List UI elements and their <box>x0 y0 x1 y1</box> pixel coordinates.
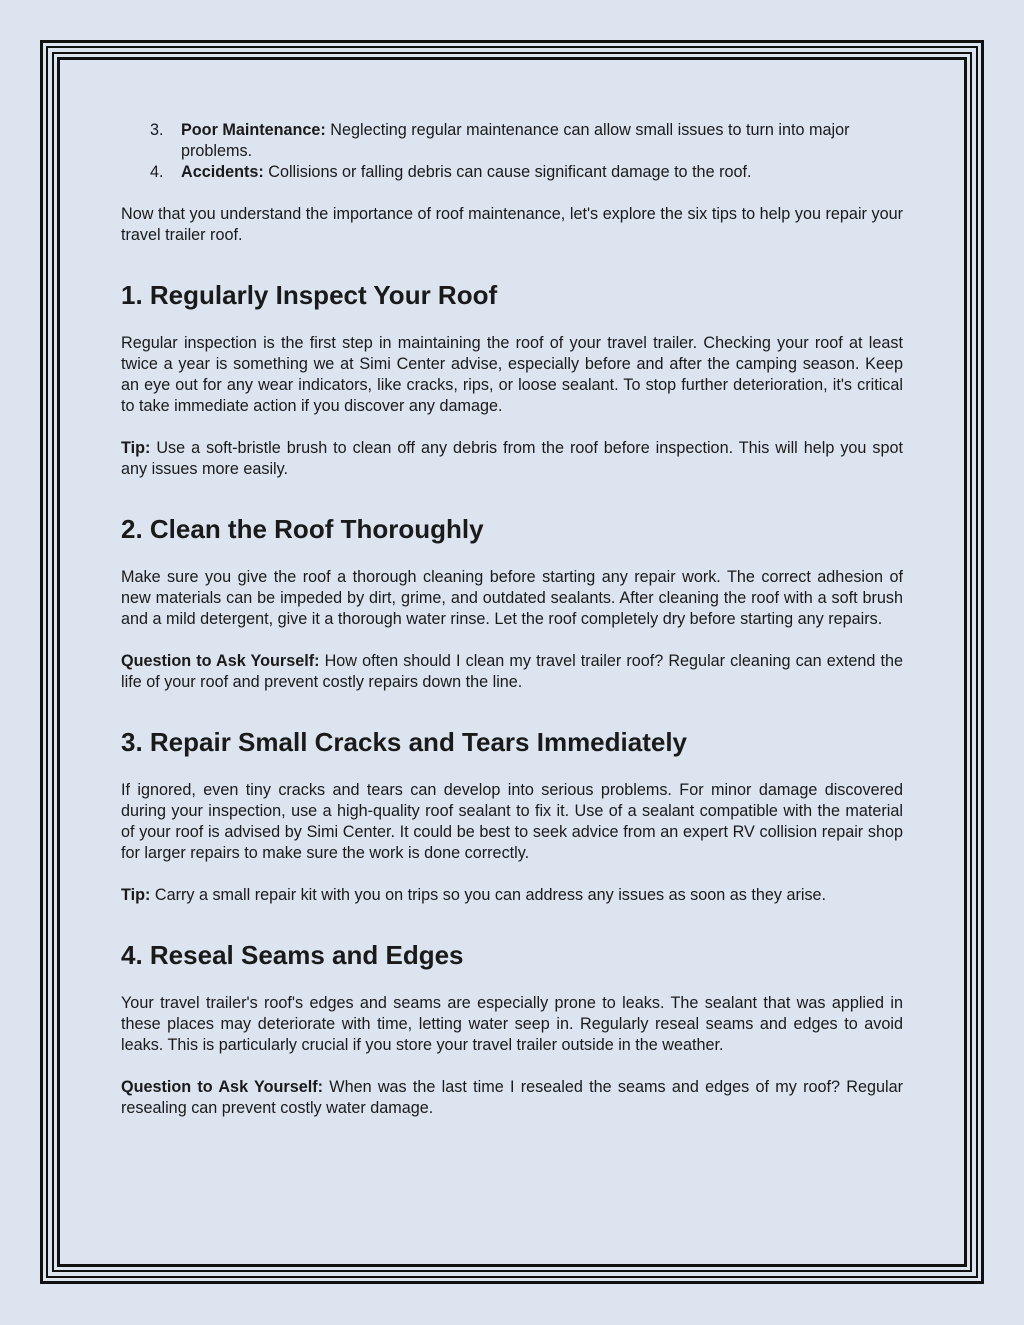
note-text: How often should I clean my travel trailer roof? Regular cleaning can extend the life of your roof and prevent costly repairs down the line. <box>121 652 903 691</box>
note-label: Tip: <box>121 439 151 457</box>
list-item-label: Accidents: <box>181 163 264 181</box>
section-body: If ignored, even tiny cracks and tears can develop into serious problems. For minor damage discovered during your inspection, use a high-quality roof sealant to fix it. Use of a sealant compatible with the material of your roof is advised by Simi Center. It could be best to seek advice from an expert RV collision repair shop for larger repairs to make sure the work is done correctly. <box>121 781 903 862</box>
section-note <box>121 651 903 693</box>
list-item-text: Collisions or falling debris can cause significant damage to the roof. <box>263 163 752 181</box>
section-heading: 3. Repair Small Cracks and Tears Immediately <box>121 727 688 757</box>
list-item-number: 4. <box>150 163 164 181</box>
section-heading: 4. Reseal Seams and Edges <box>121 940 464 970</box>
list-item-label: Poor Maintenance: <box>181 121 326 139</box>
document-content <box>121 120 903 1119</box>
section-body: Make sure you give the roof a thorough cleaning before starting any repair work. The correct adhesion of new materials can be impeded by dirt, grime, and outdated sealants. After cleaning the roof with a soft brush and a mild detergent, give it a thorough water rinse. Let the roof completely dry before starting any repairs. <box>121 568 903 628</box>
list-item-text: Neglecting regular maintenance can allow small issues to turn into major problems. <box>181 121 850 160</box>
section-note <box>121 885 903 906</box>
section-repair <box>121 727 903 906</box>
causes-list <box>121 120 903 183</box>
section-note <box>121 438 903 480</box>
note-text: When was the last time I resealed the seams and edges of my roof? Regular resealing can prevent costly water damage. <box>121 1078 903 1117</box>
section-note <box>121 1077 903 1119</box>
list-item <box>150 120 903 162</box>
section-body: Your travel trailer's roof's edges and seams are especially prone to leaks. The sealant that was applied in these places may deteriorate with time, letting water seep in. Regularly reseal seams and edges to avoid leaks. This is particularly crucial if you store your travel trailer outside in the weather. <box>121 994 903 1054</box>
section-heading: 1. Regularly Inspect Your Roof <box>121 280 498 310</box>
note-text: Carry a small repair kit with you on trips so you can address any issues as soon as they arise. <box>150 886 827 904</box>
section-clean <box>121 514 903 693</box>
list-item-number: 3. <box>150 121 164 139</box>
note-label: Tip: <box>121 886 151 904</box>
section-inspect <box>121 280 903 480</box>
section-heading: 2. Clean the Roof Thoroughly <box>121 514 484 544</box>
note-label: Question to Ask Yourself: <box>121 1078 324 1096</box>
note-text: Use a soft-bristle brush to clean off any debris from the roof before inspection. This will help you spot any issues more easily. <box>121 439 903 478</box>
list-item <box>150 162 903 183</box>
note-label: Question to Ask Yourself: <box>121 652 320 670</box>
section-reseal <box>121 940 903 1119</box>
intro-paragraph: Now that you understand the importance of roof maintenance, let's explore the six tips to help you repair your travel trailer roof. <box>121 205 903 244</box>
section-body: Regular inspection is the first step in maintaining the roof of your travel trailer. Checking your roof at least twice a year is something we at Simi Center advise, especially before and after the camping season. Keep an eye out for any wear indicators, like cracks, rips, or loose sealant. To stop further deterioration, it's critical to take immediate action if you discover any damage. <box>121 334 903 415</box>
